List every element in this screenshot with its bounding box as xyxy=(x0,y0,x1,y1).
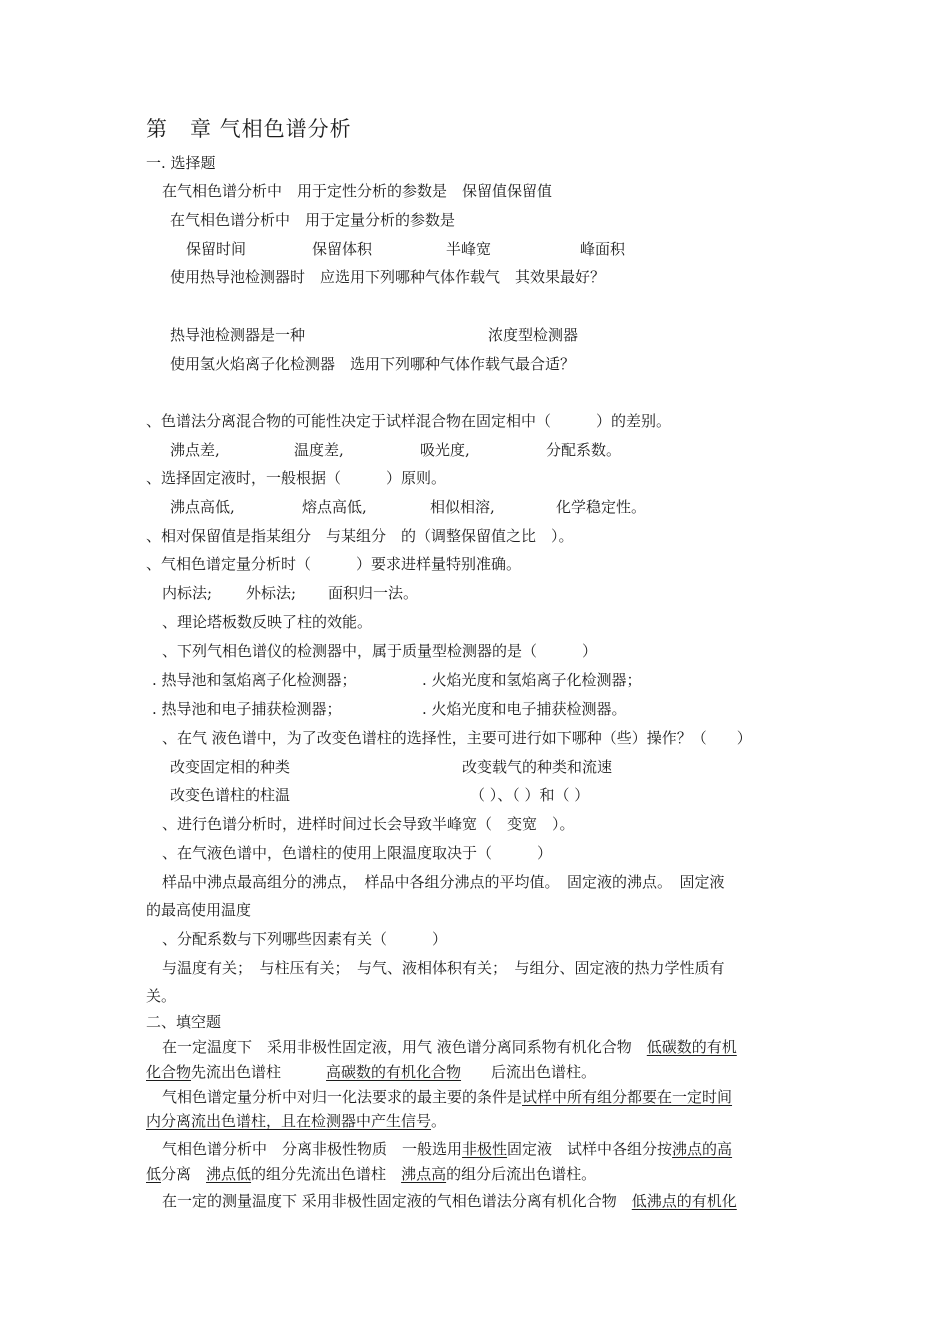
fill-1-line1 xyxy=(162,1037,737,1057)
section-heading-fill: 二、填空题 xyxy=(146,1013,222,1031)
question-7-option-b: 熔点高低, xyxy=(302,498,367,516)
fill-1-answer-part2: 化合物 xyxy=(146,1063,192,1081)
question-1: 在气相色谱分析中 用于定性分析的参数是 保留值保留值 xyxy=(162,182,553,200)
fill-1-text-a: 在一定温度下 采用非极性固定液，用气 液色谱分离同系物有机化合物 xyxy=(162,1038,647,1056)
question-14-options-line2: 的最高使用温度 xyxy=(146,901,252,919)
question-7-option-c: 相似相溶, xyxy=(430,498,495,516)
fill-2-line2 xyxy=(146,1111,446,1131)
fill-4-text-a: 在一定的测量温度下 采用非极性固定液的气相色谱法分离有机化合物 xyxy=(162,1192,632,1210)
question-11: 、下列气相色谱仪的检测器中，属于质量型检测器的是（ ） xyxy=(162,642,598,660)
question-6-option-d: 分配系数。 xyxy=(546,441,622,459)
question-6: 、色谱法分离混合物的可能性决定于试样混合物在固定相中（ ）的差别。 xyxy=(146,412,672,430)
question-15-options-line2: 关。 xyxy=(146,987,177,1005)
fill-2-line1 xyxy=(162,1087,732,1107)
fill-4-line1 xyxy=(162,1191,737,1211)
question-2-option-d: 峰面积 xyxy=(580,240,626,258)
fill-3-answer-1: 非极性 xyxy=(462,1140,508,1158)
fill-2-answer-part1: 试样中所有组分都要在一定时间 xyxy=(522,1088,733,1106)
question-14-options-line1: 样品中沸点最高组分的沸点， 样品中各组分沸点的平均值。 固定液的沸点。 固定液 xyxy=(162,873,725,891)
fill-3-text-b: 固定液 试样中各组分按 xyxy=(507,1140,673,1158)
question-2-option-b: 保留体积 xyxy=(312,240,373,258)
question-10: 、理论塔板数反映了柱的效能。 xyxy=(162,613,373,631)
question-11-option-d: . 火焰光度和电子捕获检测器。 xyxy=(422,700,627,718)
question-4-answer: 浓度型检测器 xyxy=(488,326,579,344)
question-12-option-a: 改变固定相的种类 xyxy=(170,758,291,776)
question-14: 、在气液色谱中，色谱柱的使用上限温度取决于（ ） xyxy=(162,844,553,862)
fill-3-text-a: 气相色谱分析中 分离非极性物质 一般选用 xyxy=(162,1140,463,1158)
question-7-option-d: 化学稳定性。 xyxy=(556,498,647,516)
fill-4-answer-part1: 低沸点的有机化 xyxy=(631,1192,737,1210)
question-5: 使用氢火焰离子化检测器 选用下列哪种气体作载气最合适？ xyxy=(170,355,576,373)
question-6-option-c: 吸光度, xyxy=(420,441,470,459)
question-7-option-a: 沸点高低, xyxy=(170,498,235,516)
fill-3-line1 xyxy=(162,1139,732,1159)
question-4: 热导池检测器是一种 xyxy=(170,326,306,344)
fill-3-answer-3: 沸点低 xyxy=(206,1165,252,1183)
question-2-option-a: 保留时间 xyxy=(186,240,247,258)
fill-2-answer-part2: 内分离流出色谱柱，且在检测器中产生信号 xyxy=(146,1112,432,1130)
fill-2-text-b: 。 xyxy=(431,1112,447,1130)
fill-3-answer-2-part2: 低 xyxy=(146,1165,162,1183)
question-12-option-c: 改变色谱柱的柱温 xyxy=(170,786,291,804)
fill-2-text-a: 气相色谱定量分析中对归一化法要求的最主要的条件是 xyxy=(162,1088,523,1106)
question-12: 、在气 液色谱中，为了改变色谱柱的选择性，主要可进行如下哪种（些）操作？（ ） xyxy=(162,729,752,747)
question-2: 在气相色谱分析中 用于定量分析的参数是 xyxy=(170,211,456,229)
question-11-option-c: . 热导池和电子捕获检测器； xyxy=(152,700,342,718)
fill-3-answer-4: 沸点高 xyxy=(401,1165,447,1183)
fill-3-text-e: 的组分后流出色谱柱。 xyxy=(446,1165,597,1183)
question-9: 、气相色谱定量分析时（ ）要求进样量特别准确。 xyxy=(146,555,522,573)
fill-3-answer-2-part1: 沸点的高 xyxy=(672,1140,733,1158)
question-9-option-c: 面积归一法。 xyxy=(328,584,419,602)
question-15: 、分配系数与下列哪些因素有关（ ） xyxy=(162,930,448,948)
fill-3-text-d: 的组分先流出色谱柱 xyxy=(251,1165,402,1183)
question-11-option-a: . 热导池和氢焰离子化检测器； xyxy=(152,671,357,689)
fill-3-line2 xyxy=(146,1164,596,1184)
fill-1-answer-2: 高碳数的有机化合物 xyxy=(326,1063,462,1081)
question-15-options-line1: 与温度有关； 与柱压有关； 与气、液相体积有关； 与组分、固定液的热力学性质有 xyxy=(162,959,725,977)
fill-1-text-b: 先流出色谱柱 xyxy=(191,1063,327,1081)
chapter-title: 第 章 气相色谱分析 xyxy=(146,117,352,141)
question-3: 使用热导池检测器时 应选用下列哪种气体作载气 其效果最好？ xyxy=(170,268,606,286)
question-9-option-b: 外标法; xyxy=(246,584,297,602)
question-12-option-d: （ ）、（ ）和（ ） xyxy=(470,786,590,804)
question-2-option-c: 半峰宽 xyxy=(446,240,492,258)
question-6-option-a: 沸点差, xyxy=(170,441,220,459)
fill-1-line2 xyxy=(146,1062,596,1082)
fill-1-answer-part1: 低碳数的有机 xyxy=(646,1038,737,1056)
section-heading-choice: 一. 选择题 xyxy=(146,154,216,172)
fill-3-text-c: 分离 xyxy=(161,1165,207,1183)
question-11-option-b: . 火焰光度和氢焰离子化检测器； xyxy=(422,671,642,689)
fill-1-text-c: 后流出色谱柱。 xyxy=(461,1063,597,1081)
question-7: 、选择固定液时，一般根据（ ）原则。 xyxy=(146,469,447,487)
question-8: 、相对保留值是指某组分 与某组分 的（调整保留值之比 ）。 xyxy=(146,527,574,545)
question-6-option-b: 温度差, xyxy=(294,441,344,459)
question-13: 、进行色谱分析时，进样时间过长会导致半峰宽（ 变宽 ）。 xyxy=(162,815,575,833)
question-9-option-a: 内标法; xyxy=(162,584,213,602)
question-12-option-b: 改变载气的种类和流速 xyxy=(462,758,613,776)
